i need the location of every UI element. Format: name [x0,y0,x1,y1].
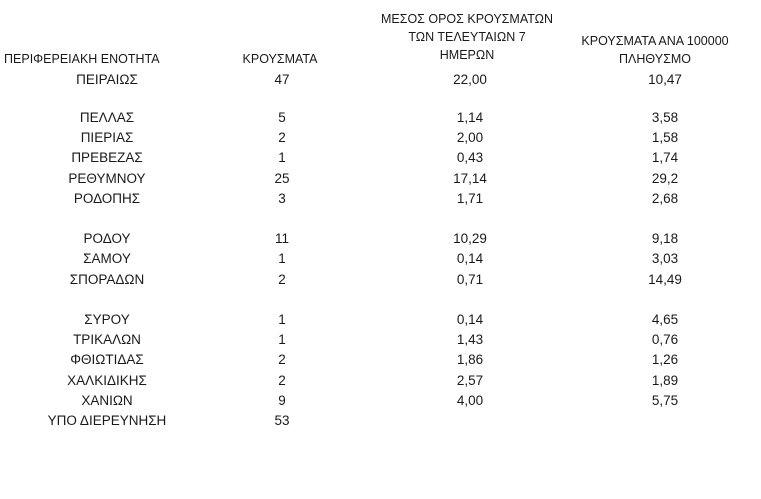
header-avg-7-days [362,10,572,64]
cases-cell: 2 [278,272,286,287]
per-100000-cell: 3,58 [651,110,679,125]
cases-cell: 5 [278,110,286,125]
cases-cell: 11 [274,231,289,246]
region-cell: ΠΕΙΡΑΙΩΣ [76,72,138,87]
cases-cell: 9 [278,393,286,408]
per-100000-cell: 1,26 [651,352,679,367]
region-cell: ΣΠΟΡΑΔΩΝ [69,272,145,287]
per-100000-cell: 1,58 [651,130,679,145]
table-row [0,249,761,269]
region-cell: ΡΟΔΟΠΗΣ [73,191,141,206]
avg-cell: 2,00 [456,130,484,145]
avg-cell: 1,43 [456,332,484,347]
table-row [0,189,761,209]
table-row [0,391,761,411]
avg-cell: 22,00 [453,72,487,87]
table-row [0,330,761,350]
table-row [0,70,761,90]
per-100000-cell: 14,49 [648,272,682,287]
per-100000-cell: 2,68 [651,191,679,206]
table-row [0,310,761,330]
cases-cell: 53 [274,413,290,428]
header-per-line-2: ΠΛΗΘΥΣΜΟ [619,52,691,66]
per-100000-cell: 10,47 [648,72,682,87]
avg-cell: 1,86 [456,352,484,367]
header-avg-line-1: ΜΕΣΟΣ ΟΡΟΣ ΚΡΟΥΣΜΑΤΩΝ [380,12,554,26]
header-avg-line-3: ΗΜΕΡΩΝ [439,48,495,62]
table-row [0,411,761,431]
region-cell: ΠΕΛΛΑΣ [79,110,135,125]
avg-cell: 0,43 [456,150,484,165]
table-row [0,108,761,128]
table-row [0,128,761,148]
table-row [0,371,761,391]
cases-cell: 1 [278,251,286,266]
cases-cell: 2 [278,373,286,388]
header-region: ΠΕΡΙΦΕΡΕΙΑΚΗ ΕΝΟΤΗΤΑ [4,52,160,66]
avg-cell: 1,71 [456,191,484,206]
avg-cell: 4,00 [456,393,484,408]
header-per-line-1: ΚΡΟΥΣΜΑΤΑ ΑΝΑ 100000 [581,34,729,48]
avg-cell: 10,29 [453,231,487,246]
cases-cell: 47 [274,72,290,87]
header-avg-line-2: ΤΩΝ ΤΕΛΕΥΤΑΙΩΝ 7 [408,30,526,44]
header-per-100000 [560,32,750,68]
cases-cell: 2 [278,130,286,145]
table-row [0,229,761,249]
region-cell: ΡΕΘΥΜΝΟΥ [68,171,146,186]
cases-cell: 1 [278,312,286,327]
region-cell: ΠΡΕΒΕΖΑΣ [71,150,143,165]
avg-cell: 17,14 [453,171,487,186]
region-cell: ΦΘΙΩΤΙΔΑΣ [70,352,144,367]
per-100000-cell: 5,75 [651,393,679,408]
per-100000-cell: 4,65 [651,312,679,327]
header-cases: ΚΡΟΥΣΜΑΤΑ [242,52,318,66]
per-100000-cell: 9,18 [651,231,679,246]
avg-cell: 0,14 [456,312,484,327]
table-row [0,148,761,168]
cases-cell: 1 [278,332,286,347]
cases-cell: 2 [278,352,286,367]
region-cell: ΣΑΜΟΥ [83,251,131,266]
avg-cell: 0,71 [456,272,484,287]
cases-cell: 3 [278,191,286,206]
avg-cell: 2,57 [456,373,484,388]
cases-cell: 1 [278,150,286,165]
table-row [0,270,761,290]
per-100000-cell: 1,74 [651,150,679,165]
region-cell: ΤΡΙΚΑΛΩΝ [73,332,141,347]
avg-cell: 1,14 [456,110,484,125]
table-row [0,350,761,370]
per-100000-cell: 0,76 [651,332,679,347]
region-cell: ΥΠΟ ΔΙΕΡΕΥΝΗΣΗ [47,413,167,428]
table-row [0,169,761,189]
per-100000-cell: 1,89 [651,373,679,388]
region-cell: ΠΙΕΡΙΑΣ [80,130,134,145]
cases-cell: 25 [274,171,290,186]
region-cell: ΡΟΔΟΥ [83,231,131,246]
region-cell: ΣΥΡΟΥ [84,312,130,327]
per-100000-cell: 29,2 [651,171,679,186]
per-100000-cell: 3,03 [651,251,679,266]
avg-cell: 0,14 [456,251,484,266]
region-cell: ΧΑΛΚΙΔΙΚΗΣ [67,373,147,388]
region-cell: ΧΑΝΙΩΝ [81,393,133,408]
